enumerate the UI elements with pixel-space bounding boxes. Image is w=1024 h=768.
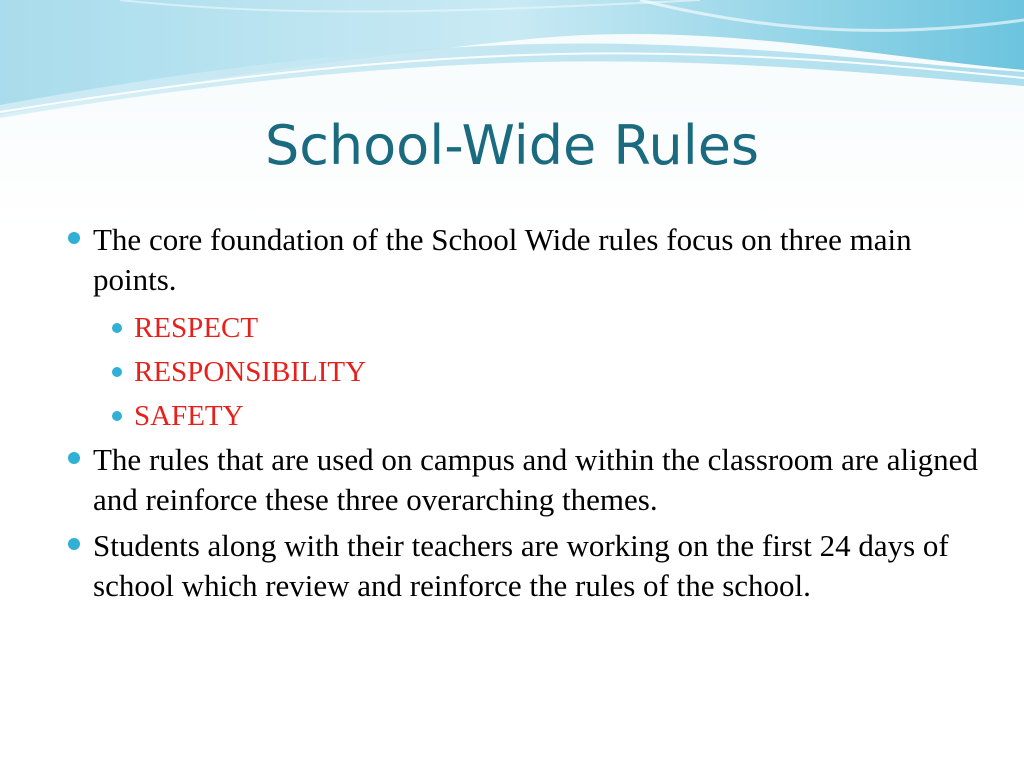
sub-bullet-text: RESPECT: [134, 312, 259, 344]
bullet-text: The rules that are used on campus and within the classroom are aligned and reinforce these three overarching themes.: [93, 442, 978, 517]
slide-title: School-Wide Rules: [264, 114, 760, 177]
bullet-dot-icon: [112, 411, 122, 421]
bullet-text: Students along with their teachers are working on the first 24 days of school which review and reinforce the rules of the school.: [93, 528, 949, 603]
bullet-item: [62, 526, 982, 606]
sub-bullet-item: [62, 394, 982, 438]
sub-bullet-list: [62, 306, 982, 438]
bullet-dot-icon: [68, 452, 80, 464]
bullet-dot-icon: [68, 538, 80, 550]
bullet-list: [62, 220, 982, 612]
bullet-item: [62, 220, 982, 300]
sub-bullet-text: RESPONSIBILITY: [134, 356, 367, 388]
sub-bullet-text: SAFETY: [134, 400, 244, 432]
sub-bullet-item: [62, 306, 982, 350]
bullet-item: [62, 440, 982, 520]
bullet-dot-icon: [68, 232, 80, 244]
sub-bullet-item: [62, 350, 982, 394]
bullet-dot-icon: [112, 367, 122, 377]
bullet-text: The core foundation of the School Wide rules focus on three main points.: [93, 222, 912, 297]
bullet-dot-icon: [112, 323, 122, 333]
